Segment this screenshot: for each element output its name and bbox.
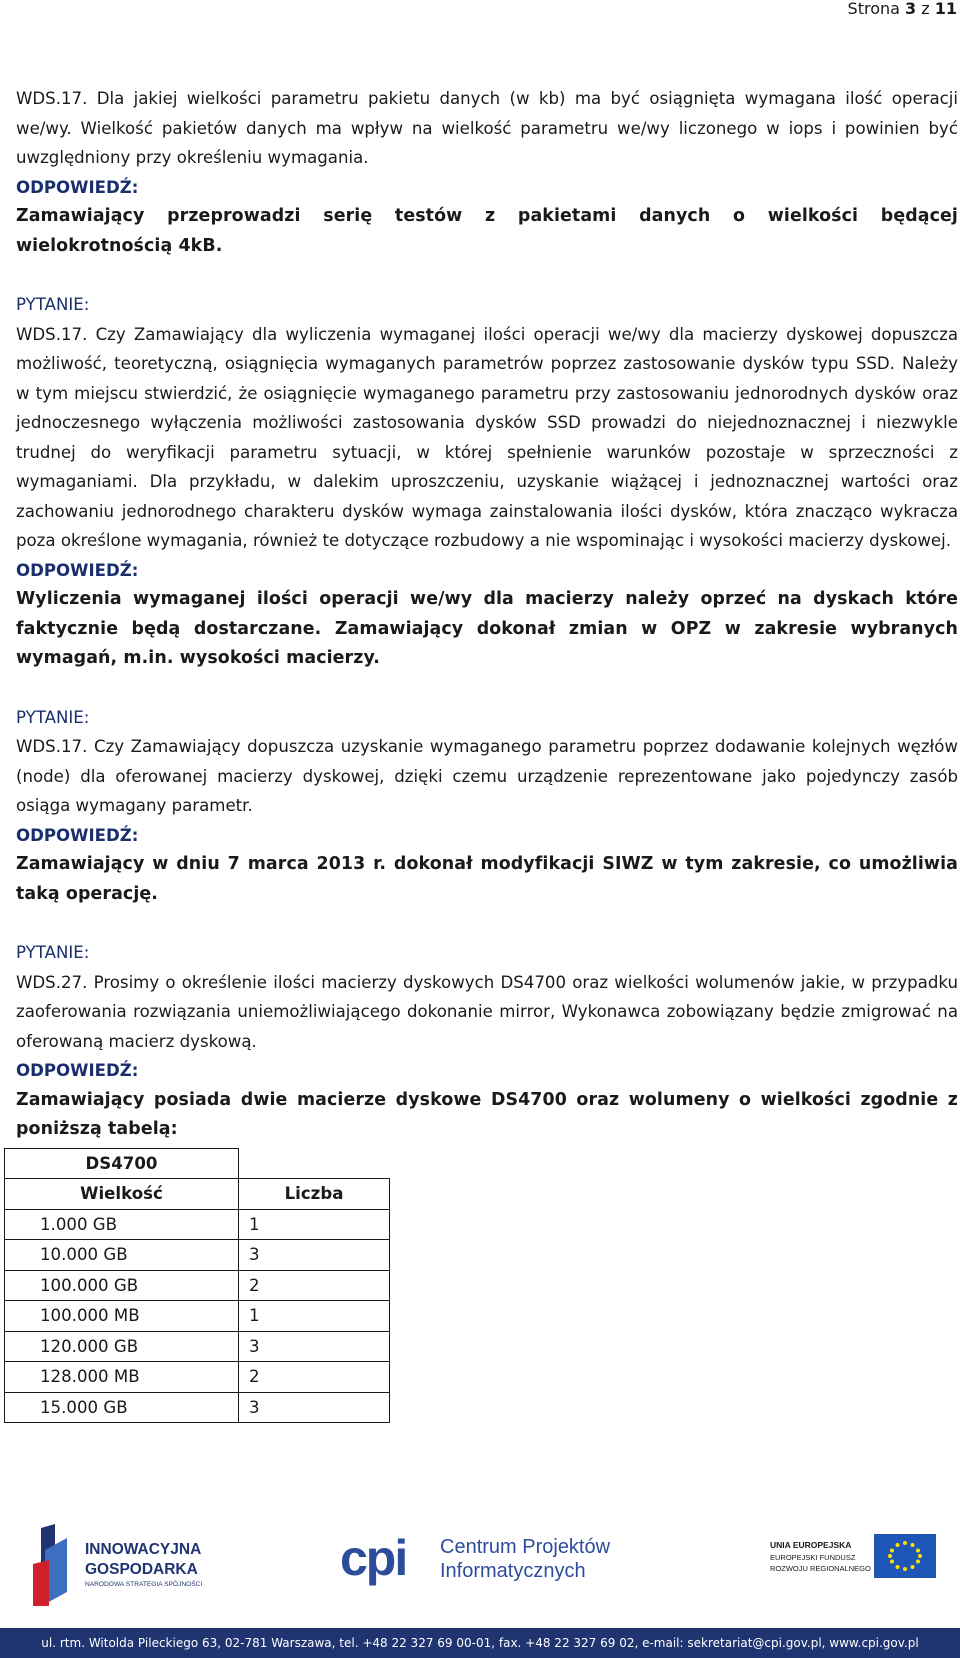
table-title: DS4700 [5,1148,239,1179]
page-total: 11 [934,0,957,18]
table-row [5,1301,390,1332]
ig-line1: INNOWACYJNA [85,1541,202,1558]
cell-size: 10.000 GB [5,1240,239,1271]
innowacyjna-gospodarka-logo [27,1520,227,1608]
question-text: WDS.17. Czy Zamawiający dla wyliczenia wymaganej ilości operacji we/wy dla macierzy dyskowej dopuszcza możliwość, teoretyczną, osiągnięcia wymaganych parametrów poprzez zastosowanie dysków typu SSD. Należy w tym miejscu stwierdzić, że osiągnięcie wymaganego parametru przy zastosowaniu jednorodnych dysków oraz jednoczesnego wyłączenia możliwości zastosowania dysków SSD prowadzi do niejednoznacznej i niezwykle trudnej do weryfikacji parametru sytuacji, w której spełnienie warunków pozostaje w sprzeczności z wymaganiami. Dla przykładu, w dalekim uproszczeniu, uzyskanie wiążącej i jednoznacznej wartości oraz zachowaniu jednorodnego charakteru dysków wymaga zainstalowania ilości dysków, która znacząco wykracza poza określone wymagania, również te dotyczące rozbudowy a nie wspominając i wysokości macierzy dyskowej. [16,324,958,550]
question-label: PYTANIE: [16,707,90,727]
cpi-mark: cpi [340,1530,407,1586]
cell-count: 3 [239,1331,390,1362]
page-number [848,0,957,18]
cell-size: 100.000 GB [5,1270,239,1301]
cell-count: 3 [239,1240,390,1271]
answer-label: ODPOWIEDŹ: [16,177,139,197]
cell-size: 100.000 MB [5,1301,239,1332]
question-label: PYTANIE: [16,295,90,314]
cell-count: 1 [239,1301,390,1332]
table-row [5,1392,390,1423]
eu-line1: UNIA EUROPEJSKA [770,1540,852,1550]
table-row [5,1270,390,1301]
cell-count: 2 [239,1362,390,1393]
column-header-size: Wielkość [5,1179,239,1210]
cell-size: 15.000 GB [5,1392,239,1423]
ig-line3: NARODOWA STRATEGIA SPÓJNOŚCI [85,1581,203,1588]
cell-size: 1.000 GB [5,1209,239,1240]
eu-logo [770,1530,940,1590]
footer-logos [0,1510,960,1620]
page-sep: z [916,0,935,18]
document-body [16,84,958,1423]
cpi-line1: Centrum Projektów [440,1536,611,1558]
answer-text: Wyliczenia wymaganej ilości operacji we/wy dla macierzy należy oprzeć na dyskach które faktycznie będą dostarczane. Zamawiający dokonał zmian w OPZ w zakresie wybranych wymagań, m.in. wysokości macierzy. [16,589,958,668]
column-header-count: Liczba [239,1179,390,1210]
question-text: WDS.17. Czy Zamawiający dopuszcza uzyskanie wymaganego parametru poprzez dodawanie kolejnych węzłów (node) dla oferowanej macierzy dyskowej, dzięki czemu urządzenie reprezentowane jako pojedynczy zasób osiąga wymagany parametr. [16,737,958,815]
cpi-logo [340,1525,660,1595]
footer-address: ul. rtm. Witolda Pileckiego 63, 02-781 Warszawa, tel. +48 22 327 69 00-01, fax. +48 22 327 69 02, e-mail: sekretariat@cpi.gov.pl, www.cpi.gov.pl [0,1628,960,1658]
page-current: 3 [905,0,917,18]
volumes-table [4,1148,390,1424]
table-row [5,1209,390,1240]
answer-text: Zamawiający przeprowadzi serię testów z pakietami danych o wielkości będącej wielokrotnością 4kB. [16,206,958,256]
cell-count: 3 [239,1392,390,1423]
cpi-line2: Informatycznych [440,1560,586,1582]
eu-line3: ROZWOJU REGIONALNEGO [770,1564,871,1573]
cell-size: 120.000 GB [5,1331,239,1362]
answer-label: ODPOWIEDŹ: [16,825,139,845]
answer-text: Zamawiający posiada dwie macierze dyskowe DS4700 oraz wolumeny o wielkości zgodnie z poniższą tabelą: [16,1089,958,1139]
question-text: WDS.27. Prosimy o określenie ilości macierzy dyskowych DS4700 oraz wielkości wolumenów jakie, w przypadku zaoferowania rozwiązania uniemożliwiającego dokonanie mirror, Wykonawca zobowiązany będzie zmigrować na oferowaną macierz dyskową. [16,972,958,1051]
question-label: PYTANIE: [16,943,90,962]
eu-flag [874,1534,936,1578]
question-text: WDS.17. Dla jakiej wielkości parametru pakietu danych (w kb) ma być osiągnięta wymagana ilość operacji we/wy. Wielkość pakietów danych ma wpływ na wielkość parametru we/wy liczonego w iops i powinien być uwzględniony przy określeniu wymagania. [16,89,958,167]
answer-label: ODPOWIEDŹ: [16,560,139,580]
answer-text: Zamawiający w dniu 7 marca 2013 r. dokonał modyfikacji SIWZ w tym zakresie, co umożliwia taką operację. [16,854,958,904]
ig-line2: GOSPODARKA [85,1561,198,1578]
page-prefix: Strona [847,0,906,18]
cell-count: 1 [239,1209,390,1240]
cell-size: 128.000 MB [5,1362,239,1393]
table-row [5,1240,390,1271]
cell-count: 2 [239,1270,390,1301]
table-row [5,1331,390,1362]
table-row [5,1362,390,1393]
eu-line2: EUROPEJSKI FUNDUSZ [770,1553,856,1562]
answer-label: ODPOWIEDŹ: [16,1061,139,1080]
